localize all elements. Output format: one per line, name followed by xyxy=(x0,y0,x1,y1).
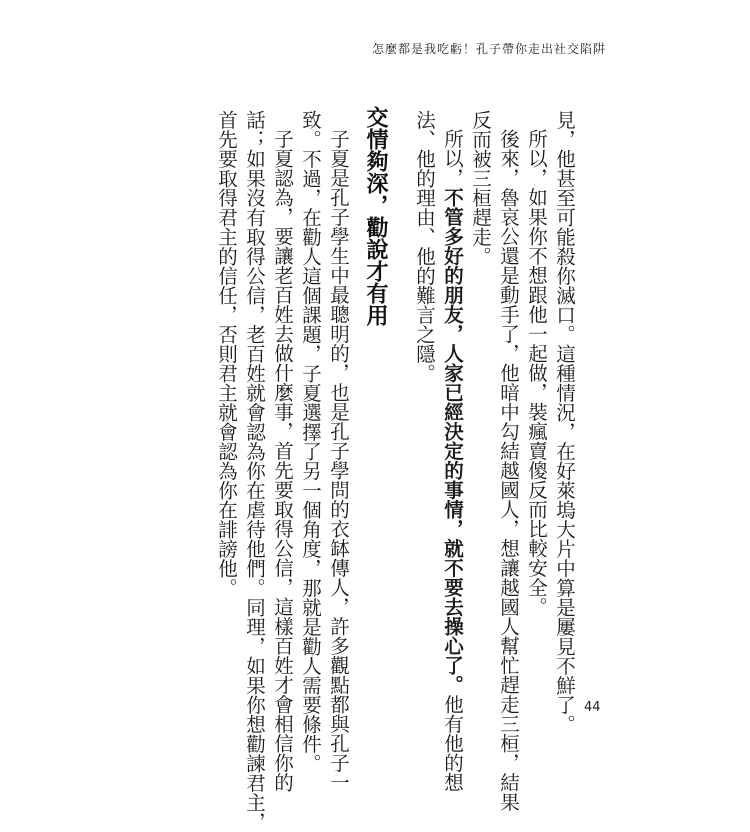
text-column-7: 子夏是孔子學生中最聰明的，也是孔子學問的衣缽傳人，許多觀點都與孔子一 xyxy=(327,129,350,792)
text-column-4: 反而被三桓趕走。 xyxy=(469,110,492,266)
text-column-9: 子夏認為，要讓老百姓去做什麼事，首先要取得公信，這樣百姓才會相信你的 xyxy=(271,129,294,792)
emphasis-text: 不管多好的朋友，人家已經決定的事情，就不要去操心了。 xyxy=(441,187,464,695)
page-number: 44 xyxy=(584,700,601,715)
text-column-1: 見，他甚至可能殺你滅口。這種情況，在好萊塢大片中算是屢見不鮮了。 xyxy=(553,110,576,734)
text-column-6: 法、他的理由、他的難言之隱。 xyxy=(413,110,436,383)
text-column-8: 致。不過，在勸人這個課題，子夏選擇了另一個角度，那就是勸人需要條件。 xyxy=(299,110,322,773)
text-column-5-lead: 所以， xyxy=(441,129,464,188)
text-column-10: 話；如果沒有取得公信，老百姓就會認為你在虐待他們。同理，如果你想勸諫君主， xyxy=(243,110,266,832)
text-column-3: 後來，魯哀公還是動手了，他暗中勾結越國人，想讓越國人幫忙趕走三桓，結果 xyxy=(497,129,520,812)
text-column-5-tail: 他有他的想 xyxy=(441,694,464,792)
section-heading: 交情夠深，勸說才有用 xyxy=(363,106,388,326)
text-column-11: 首先要取得君主的信任，否則君主就會認為你在誹謗他。 xyxy=(215,110,238,598)
running-header: 怎麼都是我吃虧！孔子帶你走出社交陷阱 xyxy=(371,42,606,56)
text-column-2: 所以，如果你不想跟他一起做，裝瘋賣傻反而比較安全。 xyxy=(525,129,548,617)
text-column-5 xyxy=(441,110,463,792)
